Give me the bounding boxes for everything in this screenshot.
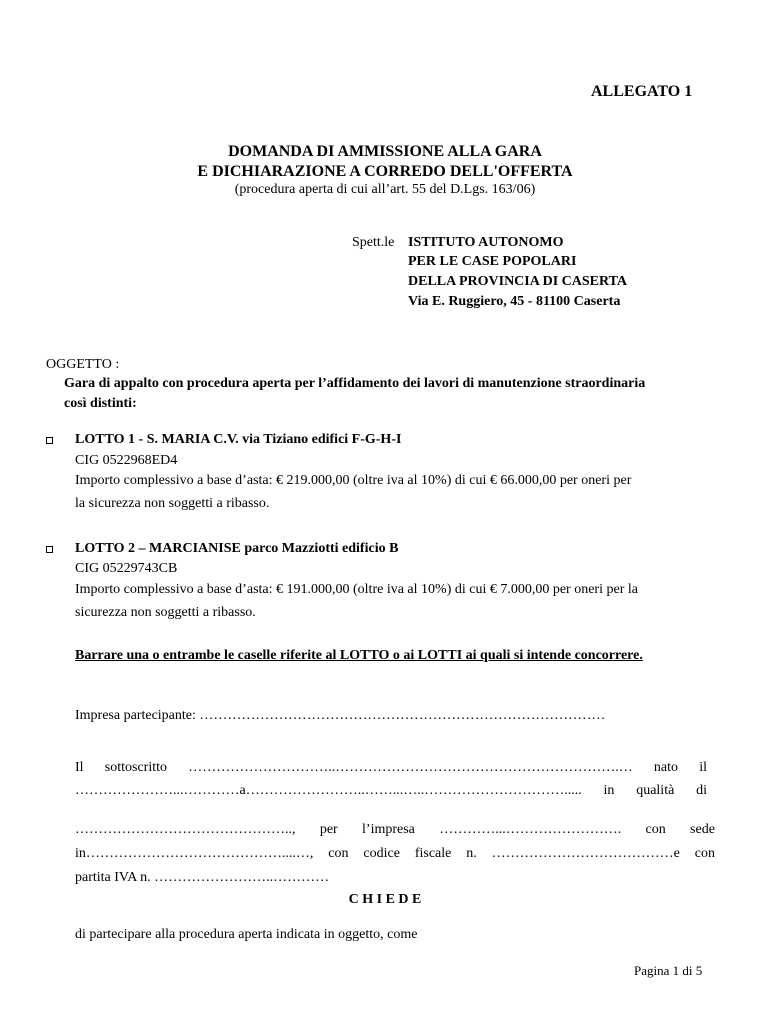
lotto-1-title: LOTTO 1 - S. MARIA C.V. via Tiziano edifici F-G-H-I — [75, 432, 402, 447]
word: in — [603, 783, 615, 798]
barrare-instruction: Barrare una o entrambe le caselle riferite al LOTTO o ai LOTTI ai quali si intende concorrere. — [75, 648, 643, 663]
lotto-1-cig: CIG 0522968ED4 — [75, 453, 178, 468]
recipient-line: ISTITUTO AUTONOMO — [408, 235, 564, 250]
allegato-label: ALLEGATO 1 — [591, 83, 693, 100]
word: con — [694, 846, 715, 861]
title-subtitle: (procedura aperta di cui all’art. 55 del D.Lgs. 163/06) — [234, 182, 536, 197]
partecipare-text: di partecipare alla procedura aperta indicata in oggetto, come — [75, 927, 418, 942]
recipient-line: Via E. Ruggiero, 45 - 81100 Caserta — [408, 294, 621, 309]
oggetto-text: così distinti: — [64, 396, 137, 411]
lotto-2-title: LOTTO 2 – MARCIANISE parco Mazziotti edificio B — [75, 541, 399, 556]
lotto-1-importo: Importo complessivo a base d’asta: € 219.000,00 (oltre iva al 10%) di cui € 66.000,00 per oneri per — [75, 473, 632, 488]
word: qualità — [636, 783, 675, 798]
word: il — [699, 760, 707, 775]
title-line-1: DOMANDA DI AMMISSIONE ALLA GARA — [228, 143, 542, 160]
dotted-field: …………...……………………. — [439, 822, 622, 837]
recipient-prefix: Spett.le — [352, 235, 395, 250]
title-line-2: E DICHIARAZIONE A CORREDO DELL'OFFERTA — [197, 163, 573, 180]
lotto-2-checkbox[interactable] — [46, 546, 53, 553]
word: codice — [363, 846, 400, 861]
word: sede — [690, 822, 715, 837]
sottoscritto-line-4 — [75, 846, 715, 862]
sottoscritto-line-2 — [75, 783, 707, 799]
word: con — [328, 846, 349, 861]
lotto-2-importo: Importo complessivo a base d’asta: € 191.000,00 (oltre iva al 10%) di cui € 7.000,00 per oneri per la — [75, 582, 638, 597]
lotto-2-importo: sicurezza non soggetti a ribasso. — [75, 605, 256, 620]
word: con — [645, 822, 666, 837]
dotted-field: …………………………………e — [491, 846, 680, 861]
word: di — [696, 783, 707, 798]
lotto-1-importo: la sicurezza non soggetti a ribasso. — [75, 496, 270, 511]
oggetto-text: Gara di appalto con procedura aperta per l’affidamento dei lavori di manutenzione straordinaria — [64, 376, 646, 391]
word: Il — [75, 760, 84, 775]
sottoscritto-line-1 — [75, 760, 707, 776]
word: fiscale — [414, 846, 452, 861]
dotted-field: …………………………..…………………………………………………….… — [188, 760, 633, 775]
dotted-field: in……………………………………....…, — [75, 846, 314, 861]
lotto-2-cig: CIG 05229743CB — [75, 561, 178, 576]
lotto-1-checkbox[interactable] — [46, 437, 53, 444]
partita-iva-field: partita IVA n. ……………………..………… — [75, 870, 330, 885]
word: l’impresa — [362, 822, 415, 837]
word: per — [319, 822, 338, 837]
dotted-field: …………………...…………a……………………..……...…..…………………………..... — [75, 783, 582, 798]
word: nato — [653, 760, 679, 775]
dotted-field: ……………………………………….., — [75, 822, 296, 837]
recipient-line: DELLA PROVINCIA DI CASERTA — [408, 274, 628, 289]
word: sottoscritto — [104, 760, 167, 775]
impresa-field: Impresa partecipante: …………………………………………………………………………… — [75, 708, 606, 723]
oggetto-label: OGGETTO : — [46, 357, 120, 372]
sottoscritto-line-3 — [75, 822, 715, 838]
page-number: Pagina 1 di 5 — [634, 963, 703, 978]
chiede-heading: C H I E D E — [348, 892, 422, 907]
word: n. — [466, 846, 477, 861]
recipient-line: PER LE CASE POPOLARI — [408, 254, 577, 269]
